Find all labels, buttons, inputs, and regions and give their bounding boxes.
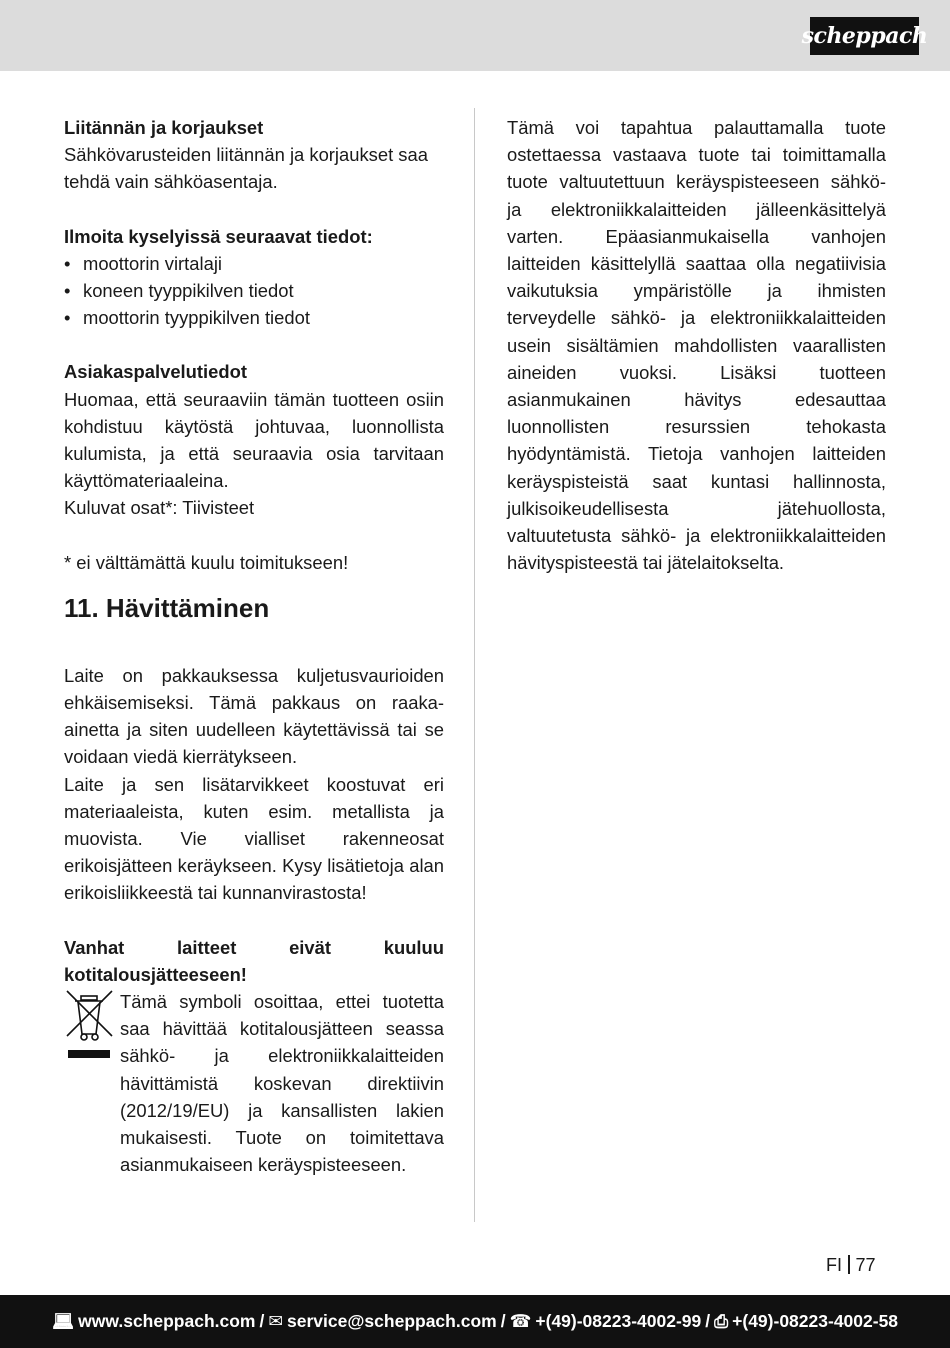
connection-heading: Liitännän ja korjaukset [64,117,264,138]
page-number [826,1255,876,1276]
service-text: Huomaa, että seuraaviin tämän tuotteen osiin kohdistuu käytöstä johtuvaa, luonnollista kulumista, ja että seuraavia osia tarvitaan käyttömateriaaleina. [64,388,444,492]
phone-icon: ☎︎ [509,1311,532,1331]
weee-notice [64,988,444,1178]
right-text: Tämä voi tapahtua palauttamalla tuote ostettaessa vastaava tuote tai toimittamalla tuote valtuutettuun keräyspisteeseen sähkö- ja elektroniikkalaitteiden jälleenkäsittelyä varten. Epäasianmukaisella vanhojen laitteiden käsittelyllä saattaa olla negatiivisia vaikutuksia ympäristölle ja ihmisten terveydelle sähkö- ja elektroniikkalaitteiden usein sisältämien mahdollisten vaarallisten aineiden vuoksi. Lisäksi tuotteen asianmukainen hävitys edesauttaa luonnollisten resurssien tehokasta hyödyntämistä. Tietoja vanhojen laitteiden keräyspisteistä saat kuntasi hallinnosta, julkisoikeudellisesta jätehuollosta, valtuutetusta sähkö- ja elektroniikkalaitteiden hävityspisteestä tai jätelaitokselta. [507,117,886,574]
website-link[interactable]: www.scheppach.com [78,1311,256,1331]
left-column [64,114,444,1179]
disposal-paragraph-2: Laite ja sen lisätarvikkeet koostuvat eri materiaaleista, kuten esim. metallista ja muovista. Vie vialliset rakenneosat erikoisjätteen keräykseen. Kysy lisätietoja alan erikoisliikkeestä tai kunnanvirastosta! [64,773,444,904]
inquiry-heading: Ilmoita kyselyissä seuraavat tiedot: [64,225,373,247]
list-item: • koneen tyyppikilven tiedot [64,277,444,304]
list-item: • moottorin virtalaji [64,250,444,277]
service-heading: Asiakaspalvelutiedot [64,361,247,383]
footer-bar [0,1295,950,1348]
page-separator [848,1255,850,1274]
fax-number: +(49)-08223-4002-58 [732,1311,899,1331]
fax-icon: ⎙ [714,1311,729,1331]
header-bar [0,0,950,71]
page-number-value: 77 [855,1255,876,1275]
connection-text: Sähkövarusteiden liitännän ja korjaukset saa tehdä vain sähköasentaja. [64,144,428,193]
footnote: * ei välttämättä kuulu toimitukseen! [64,551,349,573]
wear-parts: Kuluvat osat*: Tiivisteet [64,497,255,519]
section-title: 11. Hävittäminen [64,592,270,623]
list-item: • moottorin tyyppikilven tiedot [64,304,444,331]
email-link[interactable]: service@scheppach.com [287,1311,497,1331]
inquiry-list [64,250,444,332]
bullet-icon: • [64,280,71,302]
weee-text: Tämä symboli osoittaa, ettei tuotetta saa hävittää kotitalousjätteen seassa sähkö- ja elektroniikkalaitteiden hävittämistä koskevan direktiivin (2012/19/EU) ja kansallisten lakien mukaisesti. Tuote on toimitettava asianmukaiseen keräyspisteeseen. [120,991,444,1176]
disposal-paragraph-1: Laite on pakkauksessa kuljetusvaurioiden ehkäisemiseksi. Tämä pakkaus on raaka-ainetta ja siten uudelleen käytettävissä tai se voidaan viedä kierrätykseen. [64,664,444,768]
page-language: FI [826,1255,842,1275]
bullet-icon: • [64,252,71,274]
footer-separator: / [259,1311,265,1331]
brand-logo: scheppach [810,17,919,55]
crossed-bin-icon [64,988,120,1070]
household-heading: Vanhat laitteet eivät kuuluu kotitalousjätteeseen! [64,936,444,985]
phone-number: +(49)-08223-4002-99 [535,1311,702,1331]
bullet-icon: • [64,307,71,329]
footer-separator: / [705,1311,711,1331]
computer-icon: 💻︎ [51,1311,75,1331]
footer-separator: / [500,1311,506,1331]
column-divider [474,108,475,1222]
right-column [507,114,886,576]
mail-icon: ✉︎ [268,1311,284,1331]
